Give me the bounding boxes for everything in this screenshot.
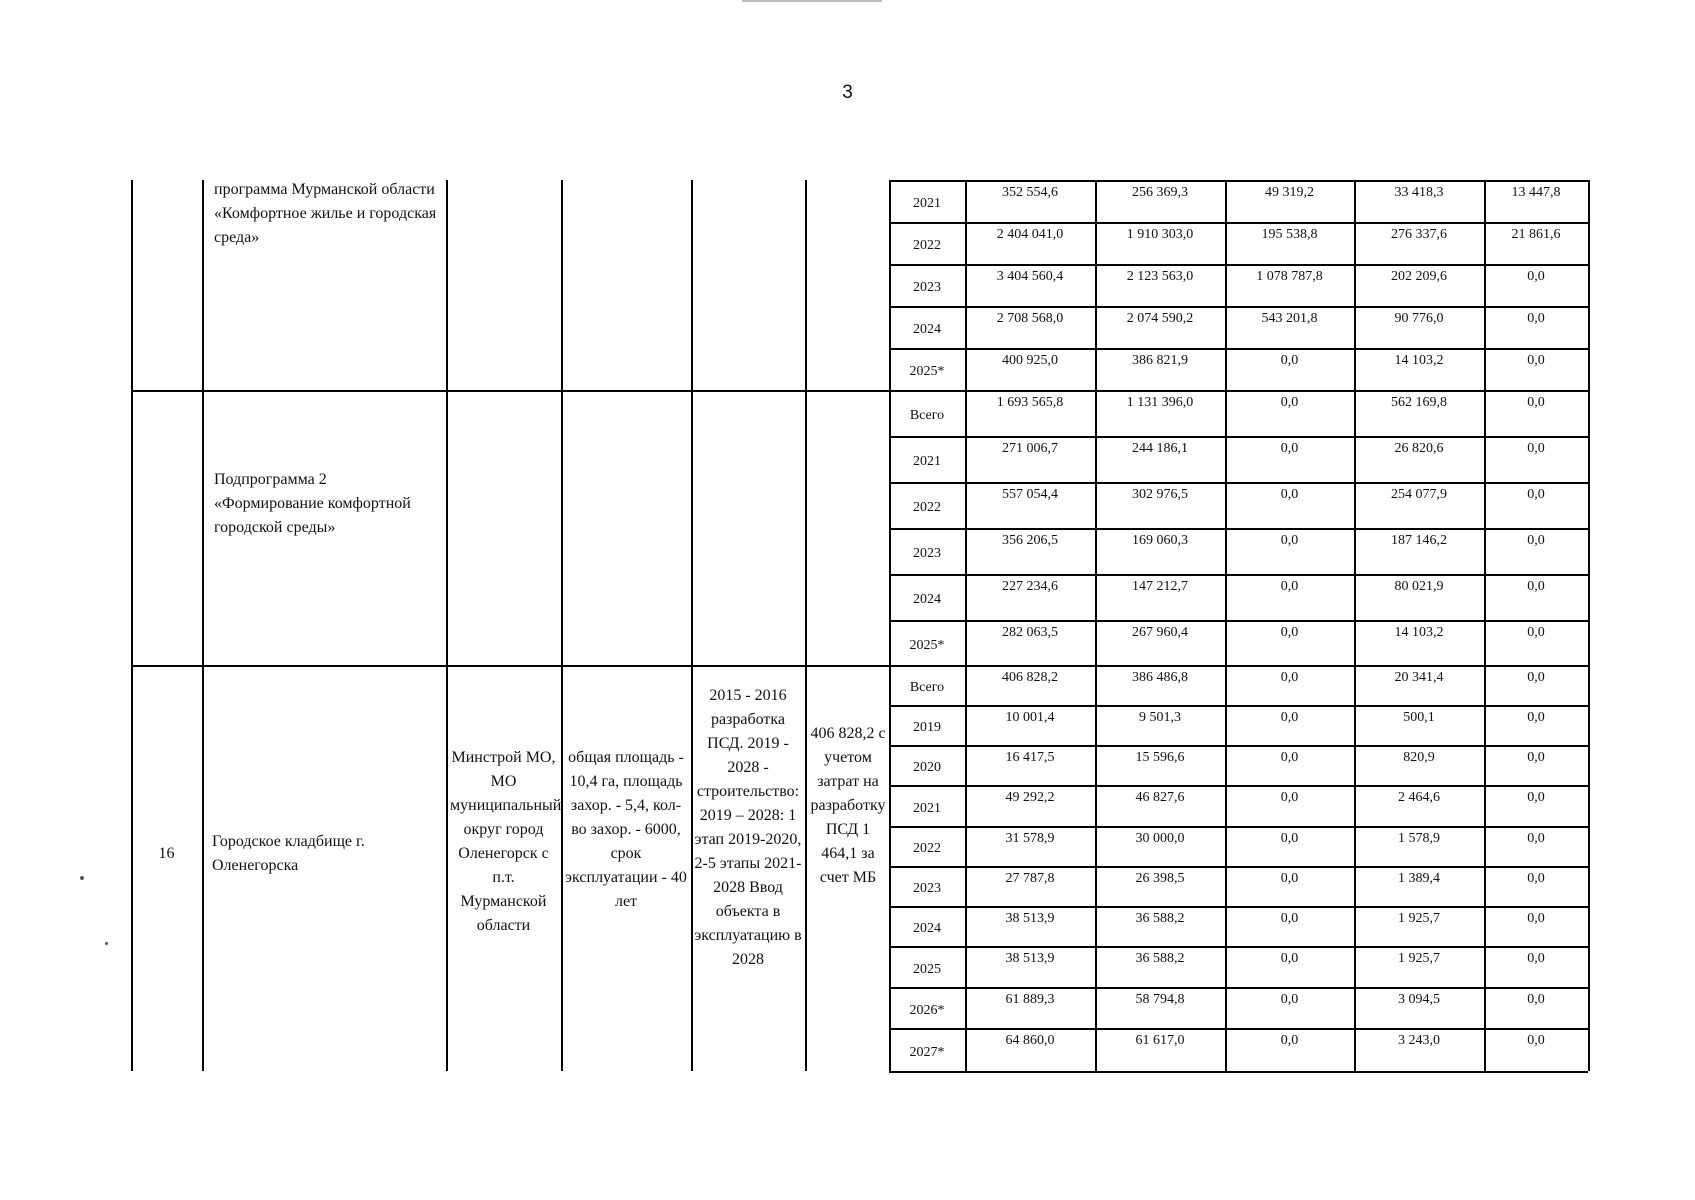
table-vline (1588, 180, 1590, 1071)
value-cell: 0,0 (1527, 487, 1545, 502)
table-hline (889, 180, 1588, 182)
value-cell: 2 708 568,0 (996, 311, 1064, 326)
value-cell: 9 501,3 (1139, 710, 1181, 725)
table-vline (691, 180, 693, 1071)
value-cell: 0,0 (1527, 269, 1545, 284)
table-hline (889, 1071, 1588, 1073)
year-label: 2024 (913, 322, 941, 337)
value-cell: 254 077,9 (1391, 487, 1447, 502)
value-cell: 0,0 (1280, 579, 1299, 594)
value-cell: 49 319,2 (1265, 185, 1314, 200)
value-cell: 2 464,6 (1398, 790, 1440, 805)
value-cell: 0,0 (1527, 1033, 1545, 1048)
value-cell: 267 960,4 (1132, 625, 1188, 640)
value-cell: 557 054,4 (1002, 487, 1058, 502)
year-label: 2024 (913, 592, 941, 607)
value-cell: 244 186,1 (1132, 441, 1188, 456)
year-label: Всего (909, 680, 945, 695)
value-cell: 21 861,6 (1511, 227, 1561, 242)
year-label: 2020 (913, 760, 941, 775)
value-cell: 0,0 (1280, 533, 1299, 548)
cost-cell: 406 828,2 с учетом затрат на разработку ПСД 1 464,1 за счет МБ (810, 725, 886, 886)
capacity-cell: общая площадь - 10,4 га, площадь захор. - 5,4, кол-во захор. - 6000, срок эксплуатации - 40 лет (565, 749, 687, 910)
table-hline (889, 866, 1588, 868)
table-hline (889, 528, 1588, 530)
value-cell: 0,0 (1527, 790, 1545, 805)
value-cell: 169 060,3 (1132, 533, 1188, 548)
value-cell: 0,0 (1280, 1033, 1299, 1048)
value-cell: 276 337,6 (1391, 227, 1447, 242)
table-hline (889, 705, 1588, 707)
value-cell: 187 146,2 (1391, 533, 1447, 548)
value-cell: 0,0 (1280, 951, 1299, 966)
table-vline (202, 180, 204, 1071)
year-label: 2025* (909, 364, 945, 379)
value-cell: 61 617,0 (1135, 1033, 1185, 1048)
value-cell: 80 021,9 (1394, 579, 1444, 594)
value-cell: 3 094,5 (1398, 992, 1440, 1007)
value-cell: 13 447,8 (1511, 185, 1561, 200)
scan-dot (105, 942, 108, 945)
value-cell: 271 006,7 (1002, 441, 1058, 456)
year-label: 2027* (909, 1044, 945, 1060)
year-label: 2022 (913, 238, 941, 253)
value-cell: 0,0 (1527, 533, 1545, 548)
value-cell: 400 925,0 (1002, 353, 1058, 368)
value-cell: 3 404 560,4 (996, 269, 1064, 284)
value-cell: 0,0 (1527, 911, 1545, 926)
program-name: программа Мурманской области «Комфортное жилье и городская среда» (214, 181, 437, 246)
value-cell: 195 538,8 (1261, 227, 1318, 242)
table-hline (889, 785, 1588, 787)
value-cell: 0,0 (1527, 992, 1545, 1007)
value-cell: 0,0 (1280, 831, 1299, 846)
value-cell: 0,0 (1527, 871, 1545, 886)
value-cell: 26 820,6 (1394, 441, 1444, 456)
value-cell: 64 860,0 (1005, 1033, 1055, 1048)
value-cell: 0,0 (1527, 395, 1545, 410)
value-cell: 0,0 (1527, 710, 1545, 725)
value-cell: 2 404 041,0 (996, 227, 1064, 242)
value-cell: 49 292,2 (1005, 790, 1055, 805)
program-name: Городское кладбище г. Оленегорска (212, 833, 365, 874)
table-hline (889, 264, 1588, 266)
value-cell: 0,0 (1280, 625, 1299, 640)
table-hline (889, 222, 1588, 224)
value-cell: 0,0 (1280, 750, 1299, 765)
customer-cell: Минстрой МО, МО муниципальный округ город Оленегорск с п.т. Мурманской области (450, 749, 562, 934)
value-cell: 0,0 (1280, 441, 1299, 456)
table-vline (446, 180, 448, 1071)
year-label: Всего (909, 408, 945, 423)
value-cell: 20 341,4 (1394, 670, 1444, 685)
value-cell: 14 103,2 (1394, 625, 1444, 640)
value-cell: 543 201,8 (1261, 311, 1318, 326)
value-cell: 27 787,8 (1005, 871, 1055, 886)
value-cell: 38 513,9 (1005, 951, 1055, 966)
value-cell: 0,0 (1527, 670, 1545, 685)
value-cell: 0,0 (1527, 750, 1545, 765)
program-name: Подпрограмма 2 «Формирование комфортной городской среды» (214, 471, 411, 536)
value-cell: 1 078 787,8 (1256, 269, 1323, 284)
table-vline (805, 180, 807, 1071)
value-cell: 1 578,9 (1398, 831, 1440, 846)
value-cell: 0,0 (1527, 625, 1545, 640)
year-label: 2019 (913, 720, 941, 735)
value-cell: 2 123 563,0 (1126, 269, 1194, 284)
value-cell: 386 486,8 (1132, 670, 1188, 685)
year-label: 2022 (913, 841, 941, 856)
year-label: 2026* (909, 1002, 945, 1018)
value-cell: 1 925,7 (1398, 911, 1440, 926)
value-cell: 0,0 (1280, 487, 1299, 502)
value-cell: 2 074 590,2 (1126, 311, 1194, 326)
value-cell: 406 828,2 (1002, 670, 1058, 685)
value-cell: 0,0 (1527, 353, 1545, 368)
value-cell: 58 794,8 (1135, 992, 1185, 1007)
value-cell: 1 131 396,0 (1126, 395, 1194, 410)
value-cell: 26 398,5 (1135, 871, 1185, 886)
scan-dot (80, 876, 84, 880)
table-hline (889, 482, 1588, 484)
value-cell: 1 925,7 (1398, 951, 1440, 966)
value-cell: 36 588,2 (1135, 951, 1185, 966)
value-cell: 0,0 (1280, 790, 1299, 805)
value-cell: 386 821,9 (1132, 353, 1188, 368)
year-label: 2023 (913, 881, 941, 896)
table-hline (889, 665, 1588, 667)
value-cell: 227 234,6 (1002, 579, 1058, 594)
table-hline (889, 1028, 1588, 1030)
value-cell: 500,1 (1403, 710, 1435, 725)
value-cell: 0,0 (1280, 871, 1299, 886)
value-cell: 1 389,4 (1398, 871, 1440, 886)
value-cell: 282 063,5 (1002, 625, 1058, 640)
value-cell: 33 418,3 (1394, 185, 1444, 200)
value-cell: 0,0 (1527, 831, 1545, 846)
year-label: 2023 (913, 280, 941, 295)
value-cell: 0,0 (1280, 670, 1299, 685)
value-cell: 46 827,6 (1135, 790, 1185, 805)
value-cell: 0,0 (1527, 579, 1545, 594)
value-cell: 256 369,3 (1132, 185, 1188, 200)
table-hline (889, 745, 1588, 747)
year-label: 2021 (913, 800, 941, 816)
table-hline (889, 906, 1588, 908)
value-cell: 147 212,7 (1132, 579, 1188, 594)
value-cell: 0,0 (1280, 395, 1299, 410)
table-hline (131, 390, 889, 392)
row-number: 16 (158, 845, 175, 862)
value-cell: 0,0 (1280, 911, 1299, 926)
value-cell: 0,0 (1280, 992, 1299, 1007)
value-cell: 302 976,5 (1132, 487, 1188, 502)
value-cell: 30 000,0 (1135, 831, 1185, 846)
value-cell: 36 588,2 (1135, 911, 1185, 926)
value-cell: 38 513,9 (1005, 911, 1055, 926)
table-hline (889, 390, 1588, 392)
scan-artifact-top (742, 0, 882, 2)
table-hline (889, 574, 1588, 576)
value-cell: 0,0 (1527, 311, 1545, 326)
year-label: 2025 (913, 961, 941, 977)
value-cell: 0,0 (1280, 710, 1299, 725)
value-cell: 356 206,5 (1002, 533, 1058, 548)
table-hline (889, 946, 1588, 948)
table-hline (889, 620, 1588, 622)
value-cell: 14 103,2 (1394, 353, 1444, 368)
value-cell: 820,9 (1403, 750, 1435, 765)
table-hline (889, 348, 1588, 350)
year-label: 2021 (913, 196, 941, 211)
year-label: 2021 (913, 454, 941, 469)
value-cell: 1 910 303,0 (1126, 227, 1194, 242)
page-number: 3 (842, 82, 853, 103)
year-label: 2023 (913, 546, 941, 561)
period-cell: 2015 - 2016 разработка ПСД. 2019 - 2028 - строительство: 2019 – 2028: 1 этап 2019-2020, 2-5 этапы 2021-2028 Ввод объекта в эксплуатацию в 2028 (694, 687, 802, 968)
value-cell: 10 001,4 (1005, 710, 1055, 725)
value-cell: 16 417,5 (1005, 750, 1055, 765)
table-vline (131, 180, 133, 1071)
value-cell: 0,0 (1527, 951, 1545, 966)
value-cell: 0,0 (1527, 441, 1545, 456)
value-cell: 3 243,0 (1398, 1033, 1440, 1048)
value-cell: 31 578,9 (1005, 831, 1055, 846)
table-vline (561, 180, 563, 1071)
value-cell: 15 596,6 (1135, 750, 1185, 765)
value-cell: 61 889,3 (1005, 992, 1055, 1007)
value-cell: 0,0 (1280, 353, 1299, 368)
year-label: 2022 (913, 500, 941, 515)
table-hline (889, 436, 1588, 438)
value-cell: 562 169,8 (1391, 395, 1447, 410)
value-cell: 202 209,6 (1391, 269, 1447, 284)
table-hline (131, 665, 889, 667)
table-hline (889, 306, 1588, 308)
value-cell: 352 554,6 (1002, 185, 1058, 200)
year-label: 2024 (913, 921, 941, 936)
table-hline (889, 826, 1588, 828)
value-cell: 90 776,0 (1394, 311, 1444, 326)
year-label: 2025* (909, 637, 945, 653)
table-hline (889, 987, 1588, 989)
value-cell: 1 693 565,8 (996, 395, 1064, 410)
